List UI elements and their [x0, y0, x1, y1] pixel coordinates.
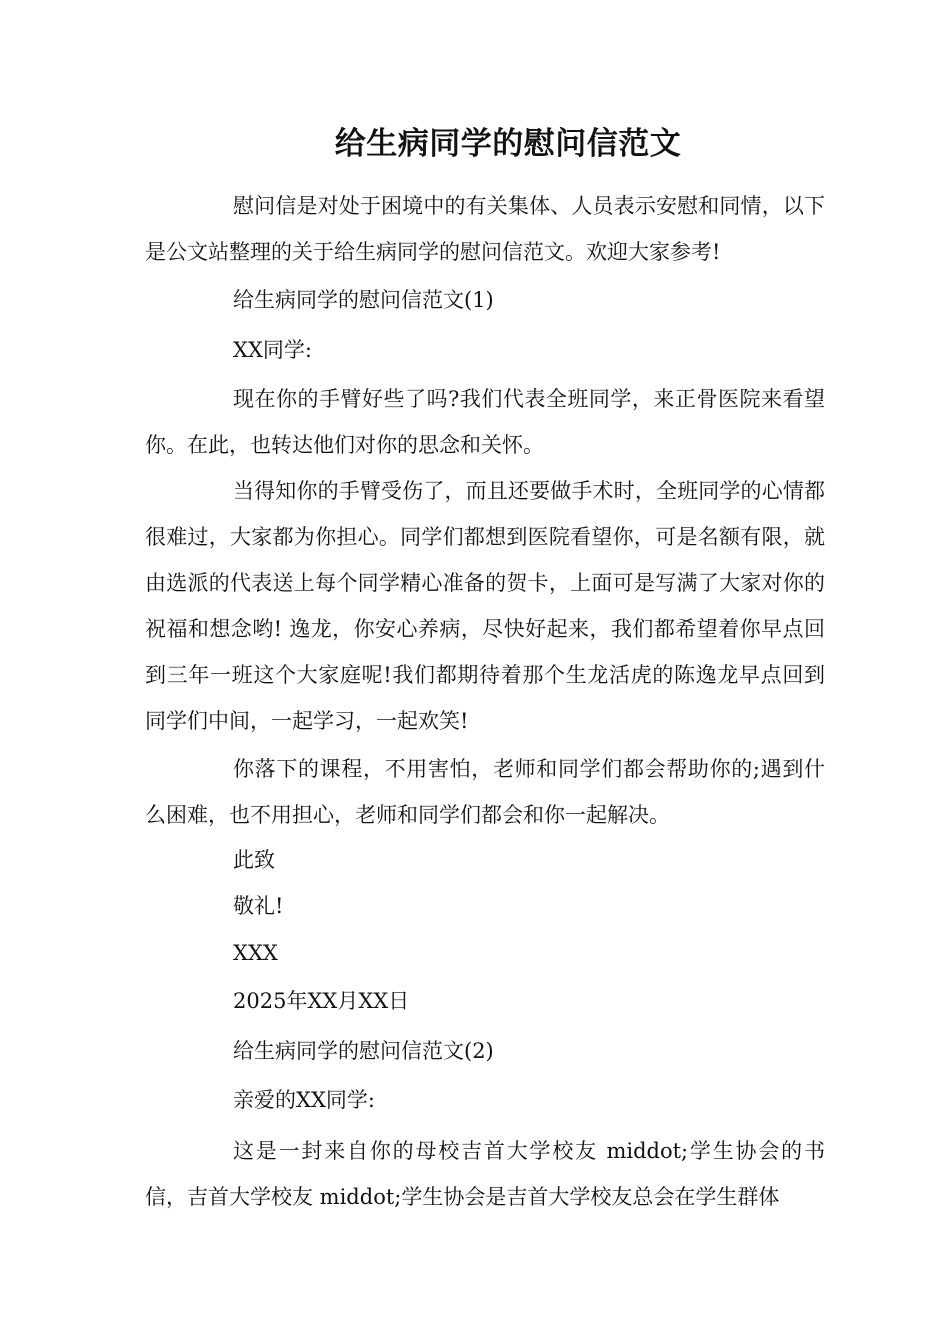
sample2-salutation: 亲爱的XX同学: — [233, 1088, 375, 1112]
sample1-closing-1: 此致 — [233, 848, 275, 872]
sample1-salutation: XX同学: — [233, 338, 312, 362]
sample1-paragraph-2: 当得知你的手臂受伤了，而且还要做手术时，全班同学的心情都很难过，大家都为你担心。同学们都想到医院看望你，可是名额有限，就由选派的代表送上每个同学精心准备的贺卡，上面可是写满了大家对你的祝福和想念哟! 逸龙，你安心养病，尽快好起来，我们都希望着你早点回到三年一班这个大家庭呢!我们都期待着那个生龙活虎的陈逸龙早点回到同学们中间，一起学习，一起欢笑! — [145, 479, 825, 733]
sample1-heading: 给生病同学的慰问信范文(1) — [233, 288, 494, 312]
sample1-date: 2025年XX月XX日 — [233, 989, 410, 1013]
sample1-paragraph-3: 你落下的课程，不用害怕，老师和同学们都会帮助你的;遇到什么困难，也不用担心，老师和同学们都会和你一起解决。 — [145, 757, 825, 827]
document-title: 给生病同学的慰问信范文 — [334, 126, 682, 162]
sample2-heading: 给生病同学的慰问信范文(2) — [233, 1039, 494, 1063]
sample1-paragraph-1: 现在你的手臂好些了吗?我们代表全班同学，来正骨医院来看望你。在此，也转达他们对你的思念和关怀。 — [145, 387, 825, 457]
sample1-closing-2: 敬礼! — [233, 894, 284, 918]
sample2-paragraph-1: 这是一封来自你的母校吉首大学校友 middot;学生协会的书信，吉首大学校友 middot;学生协会是吉首大学校友总会在学生群体 — [145, 1139, 825, 1209]
intro-paragraph: 慰问信是对处于困境中的有关集体、人员表示安慰和同情，以下是公文站整理的关于给生病同学的慰问信范文。欢迎大家参考! — [145, 194, 825, 264]
sample1-signature: XXX — [233, 941, 278, 965]
